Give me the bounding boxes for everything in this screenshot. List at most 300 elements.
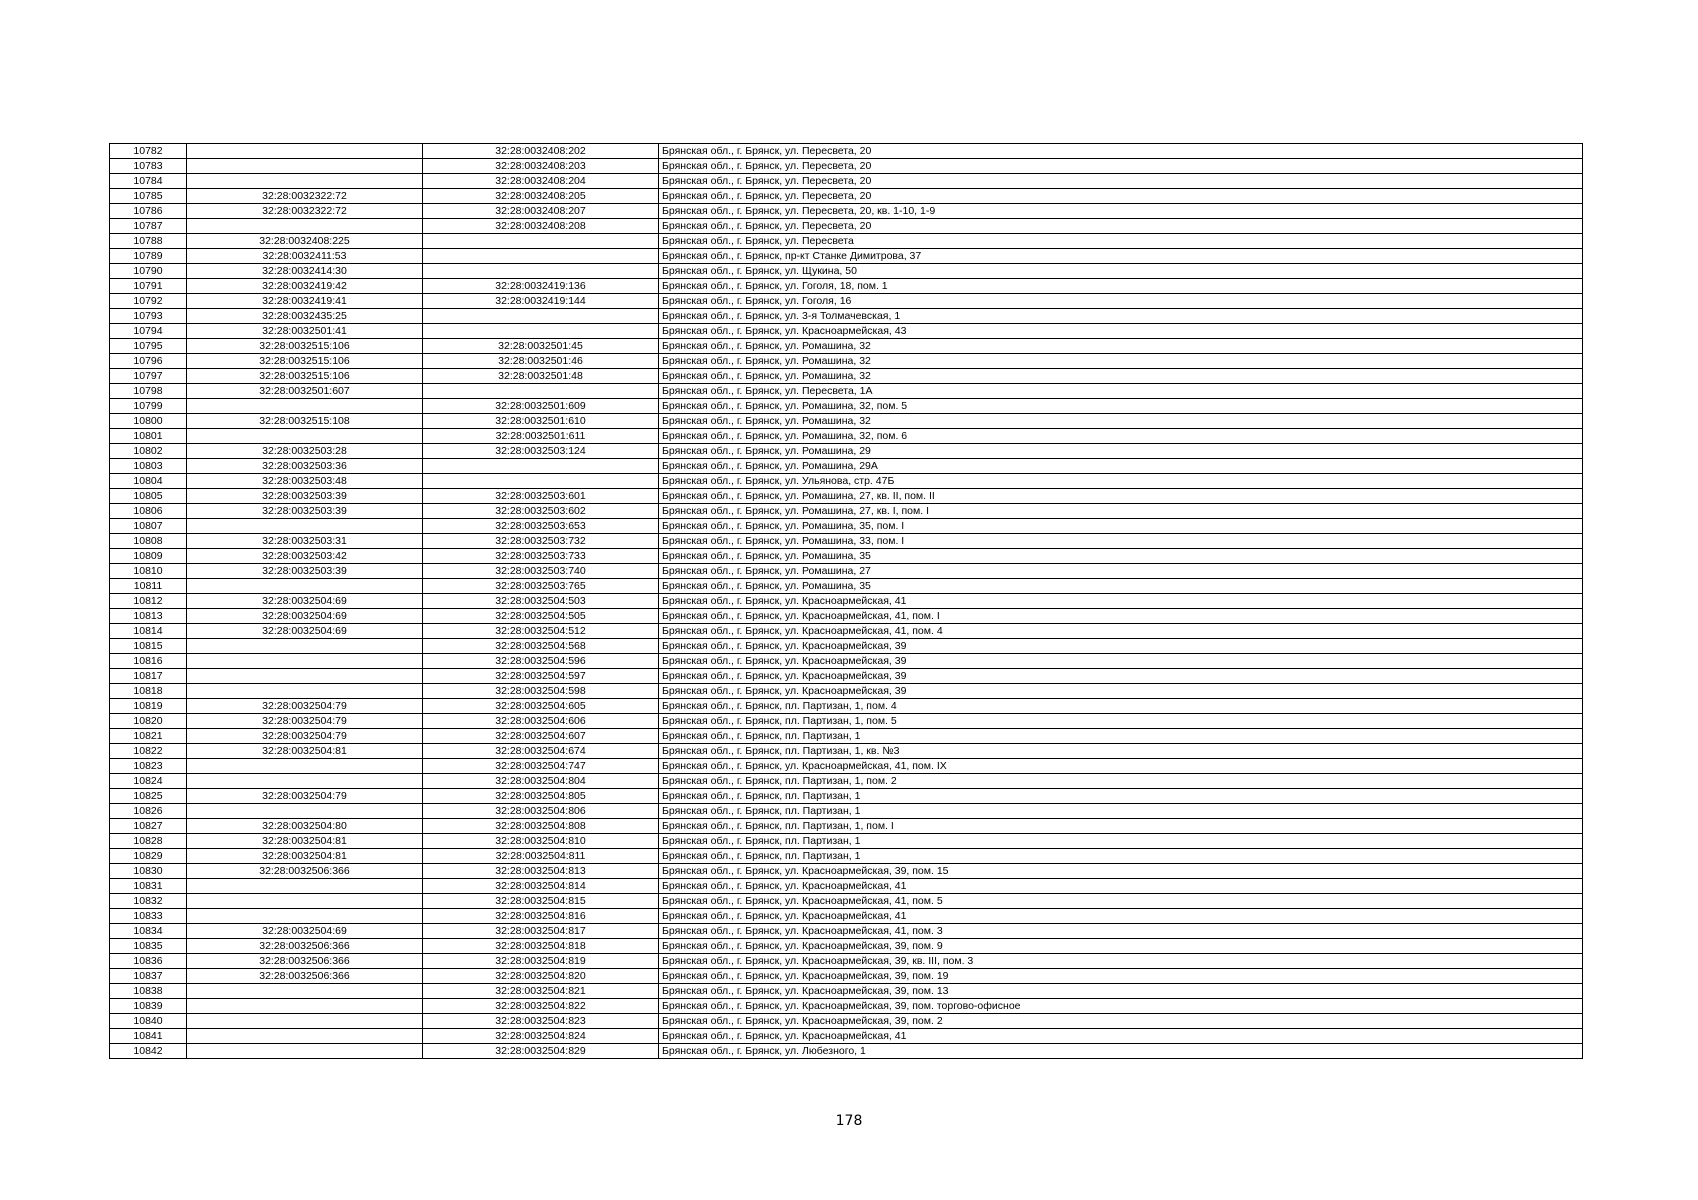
table-row <box>110 879 1583 894</box>
address-cell: Брянская обл., г. Брянск, ул. Красноармейская, 39 <box>659 684 1583 699</box>
table-row <box>110 579 1583 594</box>
row-number-cell: 10817 <box>110 669 187 684</box>
table-row <box>110 819 1583 834</box>
row-number-cell: 10802 <box>110 444 187 459</box>
row-number-cell: 10825 <box>110 789 187 804</box>
row-number-cell: 10828 <box>110 834 187 849</box>
object-cadastral-number-cell: 32:28:0032504:503 <box>423 594 659 609</box>
table-row <box>110 939 1583 954</box>
parcel-cadastral-number-cell: 32:28:0032506:366 <box>187 864 423 879</box>
parcel-cadastral-number-cell <box>187 894 423 909</box>
address-cell: Брянская обл., г. Брянск, пл. Партизан, 1, пом. I <box>659 819 1583 834</box>
row-number-cell: 10841 <box>110 1029 187 1044</box>
row-number-cell: 10833 <box>110 909 187 924</box>
row-number-cell: 10815 <box>110 639 187 654</box>
row-number-cell: 10807 <box>110 519 187 534</box>
object-cadastral-number-cell: 32:28:0032504:823 <box>423 1014 659 1029</box>
object-cadastral-number-cell <box>423 459 659 474</box>
table-row <box>110 339 1583 354</box>
row-number-cell: 10796 <box>110 354 187 369</box>
row-number-cell: 10822 <box>110 744 187 759</box>
table-row <box>110 294 1583 309</box>
row-number-cell: 10787 <box>110 219 187 234</box>
table-row <box>110 924 1583 939</box>
object-cadastral-number-cell <box>423 324 659 339</box>
table-row <box>110 489 1583 504</box>
table-row <box>110 429 1583 444</box>
table-row <box>110 969 1583 984</box>
table-row <box>110 204 1583 219</box>
table-row <box>110 1014 1583 1029</box>
row-number-cell: 10784 <box>110 174 187 189</box>
table-row <box>110 549 1583 564</box>
parcel-cadastral-number-cell: 32:28:0032504:81 <box>187 744 423 759</box>
parcel-cadastral-number-cell <box>187 429 423 444</box>
object-cadastral-number-cell: 32:28:0032419:136 <box>423 279 659 294</box>
address-cell: Брянская обл., г. Брянск, пл. Партизан, 1 <box>659 834 1583 849</box>
parcel-cadastral-number-cell <box>187 1029 423 1044</box>
object-cadastral-number-cell <box>423 249 659 264</box>
object-cadastral-number-cell: 32:28:0032503:740 <box>423 564 659 579</box>
address-cell: Брянская обл., г. Брянск, ул. Ромашина, 29 <box>659 444 1583 459</box>
parcel-cadastral-number-cell: 32:28:0032506:366 <box>187 954 423 969</box>
table-row <box>110 1029 1583 1044</box>
row-number-cell: 10835 <box>110 939 187 954</box>
address-cell: Брянская обл., г. Брянск, ул. Пересвета, 20 <box>659 174 1583 189</box>
table-row <box>110 234 1583 249</box>
object-cadastral-number-cell: 32:28:0032504:805 <box>423 789 659 804</box>
table-row <box>110 459 1583 474</box>
address-cell: Брянская обл., г. Брянск, ул. Ромашина, 27, кв. I, пом. I <box>659 504 1583 519</box>
object-cadastral-number-cell: 32:28:0032503:601 <box>423 489 659 504</box>
object-cadastral-number-cell: 32:28:0032419:144 <box>423 294 659 309</box>
row-number-cell: 10798 <box>110 384 187 399</box>
table-row <box>110 954 1583 969</box>
parcel-cadastral-number-cell: 32:28:0032504:69 <box>187 609 423 624</box>
address-cell: Брянская обл., г. Брянск, ул. Пересвета, 20 <box>659 159 1583 174</box>
table-row <box>110 384 1583 399</box>
page-number: 178 <box>835 1113 863 1129</box>
object-cadastral-number-cell: 32:28:0032408:207 <box>423 204 659 219</box>
object-cadastral-number-cell <box>423 309 659 324</box>
table-row <box>110 834 1583 849</box>
object-cadastral-number-cell: 32:28:0032504:607 <box>423 729 659 744</box>
parcel-cadastral-number-cell <box>187 219 423 234</box>
object-cadastral-number-cell: 32:28:0032503:124 <box>423 444 659 459</box>
object-cadastral-number-cell: 32:28:0032503:732 <box>423 534 659 549</box>
parcel-cadastral-number-cell: 32:28:0032419:41 <box>187 294 423 309</box>
parcel-cadastral-number-cell: 32:28:0032515:106 <box>187 354 423 369</box>
row-number-cell: 10803 <box>110 459 187 474</box>
table-row <box>110 399 1583 414</box>
row-number-cell: 10795 <box>110 339 187 354</box>
row-number-cell: 10797 <box>110 369 187 384</box>
address-cell: Брянская обл., г. Брянск, ул. Ромашина, 33, пом. I <box>659 534 1583 549</box>
object-cadastral-number-cell: 32:28:0032504:819 <box>423 954 659 969</box>
row-number-cell: 10808 <box>110 534 187 549</box>
address-cell: Брянская обл., г. Брянск, ул. Пересвета, 20, кв. 1-10, 1-9 <box>659 204 1583 219</box>
parcel-cadastral-number-cell <box>187 174 423 189</box>
table-row <box>110 309 1583 324</box>
row-number-cell: 10812 <box>110 594 187 609</box>
table-row <box>110 324 1583 339</box>
object-cadastral-number-cell: 32:28:0032408:205 <box>423 189 659 204</box>
table-row <box>110 519 1583 534</box>
row-number-cell: 10811 <box>110 579 187 594</box>
object-cadastral-number-cell: 32:28:0032504:821 <box>423 984 659 999</box>
object-cadastral-number-cell: 32:28:0032504:829 <box>423 1044 659 1059</box>
address-cell: Брянская обл., г. Брянск, ул. Пересвета, 20 <box>659 144 1583 159</box>
object-cadastral-number-cell: 32:28:0032504:605 <box>423 699 659 714</box>
parcel-cadastral-number-cell <box>187 1014 423 1029</box>
object-cadastral-number-cell <box>423 384 659 399</box>
object-cadastral-number-cell: 32:28:0032501:48 <box>423 369 659 384</box>
table-row <box>110 864 1583 879</box>
object-cadastral-number-cell: 32:28:0032504:568 <box>423 639 659 654</box>
table-row <box>110 894 1583 909</box>
row-number-cell: 10788 <box>110 234 187 249</box>
address-cell: Брянская обл., г. Брянск, ул. Ромашина, 27 <box>659 564 1583 579</box>
row-number-cell: 10800 <box>110 414 187 429</box>
object-cadastral-number-cell: 32:28:0032501:45 <box>423 339 659 354</box>
object-cadastral-number-cell: 32:28:0032504:597 <box>423 669 659 684</box>
object-cadastral-number-cell: 32:28:0032408:203 <box>423 159 659 174</box>
row-number-cell: 10839 <box>110 999 187 1014</box>
address-cell: Брянская обл., г. Брянск, ул. Красноармейская, 39, пом. 15 <box>659 864 1583 879</box>
row-number-cell: 10827 <box>110 819 187 834</box>
parcel-cadastral-number-cell <box>187 399 423 414</box>
object-cadastral-number-cell: 32:28:0032504:598 <box>423 684 659 699</box>
row-number-cell: 10782 <box>110 144 187 159</box>
address-cell: Брянская обл., г. Брянск, ул. Красноармейская, 41 <box>659 879 1583 894</box>
address-cell: Брянская обл., г. Брянск, ул. Пересвета, 20 <box>659 189 1583 204</box>
address-cell: Брянская обл., г. Брянск, ул. Красноармейская, 39, кв. III, пом. 3 <box>659 954 1583 969</box>
object-cadastral-number-cell: 32:28:0032504:806 <box>423 804 659 819</box>
object-cadastral-number-cell: 32:28:0032503:602 <box>423 504 659 519</box>
address-cell: Брянская обл., г. Брянск, ул. Ромашина, 35 <box>659 549 1583 564</box>
row-number-cell: 10816 <box>110 654 187 669</box>
object-cadastral-number-cell: 32:28:0032504:818 <box>423 939 659 954</box>
address-cell: Брянская обл., г. Брянск, ул. Пересвета <box>659 234 1583 249</box>
parcel-cadastral-number-cell <box>187 684 423 699</box>
row-number-cell: 10837 <box>110 969 187 984</box>
parcel-cadastral-number-cell: 32:28:0032506:366 <box>187 969 423 984</box>
row-number-cell: 10826 <box>110 804 187 819</box>
address-cell: Брянская обл., г. Брянск, ул. Красноармейская, 41 <box>659 909 1583 924</box>
address-cell: Брянская обл., г. Брянск, ул. Ромашина, 32, пом. 5 <box>659 399 1583 414</box>
object-cadastral-number-cell: 32:28:0032504:816 <box>423 909 659 924</box>
parcel-cadastral-number-cell: 32:28:0032504:79 <box>187 699 423 714</box>
address-cell: Брянская обл., г. Брянск, пл. Партизан, 1, пом. 5 <box>659 714 1583 729</box>
object-cadastral-number-cell: 32:28:0032504:808 <box>423 819 659 834</box>
table-row <box>110 279 1583 294</box>
address-cell: Брянская обл., г. Брянск, пл. Партизан, 1, пом. 2 <box>659 774 1583 789</box>
parcel-cadastral-number-cell: 32:28:0032504:69 <box>187 594 423 609</box>
parcel-cadastral-number-cell: 32:28:0032503:39 <box>187 564 423 579</box>
parcel-cadastral-number-cell <box>187 669 423 684</box>
table-row <box>110 684 1583 699</box>
object-cadastral-number-cell: 32:28:0032501:46 <box>423 354 659 369</box>
object-cadastral-number-cell: 32:28:0032504:822 <box>423 999 659 1014</box>
table-row <box>110 564 1583 579</box>
object-cadastral-number-cell: 32:28:0032504:811 <box>423 849 659 864</box>
object-cadastral-number-cell: 32:28:0032501:610 <box>423 414 659 429</box>
table-row <box>110 504 1583 519</box>
parcel-cadastral-number-cell: 32:28:0032503:39 <box>187 504 423 519</box>
row-number-cell: 10791 <box>110 279 187 294</box>
object-cadastral-number-cell: 32:28:0032504:824 <box>423 1029 659 1044</box>
parcel-cadastral-number-cell <box>187 579 423 594</box>
parcel-cadastral-number-cell: 32:28:0032506:366 <box>187 939 423 954</box>
table-row <box>110 219 1583 234</box>
object-cadastral-number-cell <box>423 264 659 279</box>
object-cadastral-number-cell: 32:28:0032408:204 <box>423 174 659 189</box>
address-cell: Брянская обл., г. Брянск, ул. Щукина, 50 <box>659 264 1583 279</box>
parcel-cadastral-number-cell: 32:28:0032501:41 <box>187 324 423 339</box>
address-cell: Брянская обл., г. Брянск, ул. Гоголя, 18, пом. 1 <box>659 279 1583 294</box>
address-cell: Брянская обл., г. Брянск, ул. Красноармейская, 41, пом. 3 <box>659 924 1583 939</box>
parcel-cadastral-number-cell <box>187 984 423 999</box>
object-cadastral-number-cell: 32:28:0032503:653 <box>423 519 659 534</box>
parcel-cadastral-number-cell: 32:28:0032504:79 <box>187 789 423 804</box>
row-number-cell: 10831 <box>110 879 187 894</box>
parcel-cadastral-number-cell: 32:28:0032504:69 <box>187 924 423 939</box>
object-cadastral-number-cell: 32:28:0032504:820 <box>423 969 659 984</box>
row-number-cell: 10842 <box>110 1044 187 1059</box>
parcel-cadastral-number-cell: 32:28:0032503:28 <box>187 444 423 459</box>
table-row <box>110 804 1583 819</box>
object-cadastral-number-cell: 32:28:0032504:596 <box>423 654 659 669</box>
address-cell: Брянская обл., г. Брянск, ул. Красноармейская, 39, пом. 2 <box>659 1014 1583 1029</box>
address-cell: Брянская обл., г. Брянск, ул. Ромашина, 35, пом. I <box>659 519 1583 534</box>
table-row <box>110 174 1583 189</box>
address-cell: Брянская обл., г. Брянск, пл. Партизан, 1, кв. №3 <box>659 744 1583 759</box>
address-cell: Брянская обл., г. Брянск, ул. Ромашина, 32 <box>659 414 1583 429</box>
parcel-cadastral-number-cell: 32:28:0032504:81 <box>187 849 423 864</box>
object-cadastral-number-cell: 32:28:0032408:202 <box>423 144 659 159</box>
parcel-cadastral-number-cell <box>187 759 423 774</box>
parcel-cadastral-number-cell <box>187 1044 423 1059</box>
table-row <box>110 249 1583 264</box>
row-number-cell: 10789 <box>110 249 187 264</box>
parcel-cadastral-number-cell: 32:28:0032503:48 <box>187 474 423 489</box>
parcel-cadastral-number-cell: 32:28:0032408:225 <box>187 234 423 249</box>
parcel-cadastral-number-cell: 32:28:0032435:25 <box>187 309 423 324</box>
object-cadastral-number-cell: 32:28:0032501:611 <box>423 429 659 444</box>
parcel-cadastral-number-cell: 32:28:0032503:42 <box>187 549 423 564</box>
address-cell: Брянская обл., г. Брянск, ул. Красноармейская, 39 <box>659 669 1583 684</box>
address-cell: Брянская обл., г. Брянск, ул. Красноармейская, 41, пом. 5 <box>659 894 1583 909</box>
object-cadastral-number-cell: 32:28:0032504:813 <box>423 864 659 879</box>
parcel-cadastral-number-cell <box>187 639 423 654</box>
address-cell: Брянская обл., г. Брянск, ул. Красноармейская, 41 <box>659 1029 1583 1044</box>
address-cell: Брянская обл., г. Брянск, ул. Ульянова, стр. 47Б <box>659 474 1583 489</box>
object-cadastral-number-cell <box>423 234 659 249</box>
address-cell: Брянская обл., г. Брянск, ул. Красноармейская, 41, пом. I <box>659 609 1583 624</box>
parcel-cadastral-number-cell: 32:28:0032504:81 <box>187 834 423 849</box>
table-row <box>110 909 1583 924</box>
row-number-cell: 10819 <box>110 699 187 714</box>
address-cell: Брянская обл., г. Брянск, пл. Партизан, 1 <box>659 849 1583 864</box>
row-number-cell: 10810 <box>110 564 187 579</box>
object-cadastral-number-cell <box>423 474 659 489</box>
parcel-cadastral-number-cell: 32:28:0032504:80 <box>187 819 423 834</box>
table-row <box>110 654 1583 669</box>
row-number-cell: 10814 <box>110 624 187 639</box>
address-cell: Брянская обл., г. Брянск, ул. Красноармейская, 41, пом. IX <box>659 759 1583 774</box>
address-cell: Брянская обл., г. Брянск, ул. Красноармейская, 41, пом. 4 <box>659 624 1583 639</box>
address-cell: Брянская обл., г. Брянск, ул. Пересвета, 20 <box>659 219 1583 234</box>
parcel-cadastral-number-cell <box>187 909 423 924</box>
table-row <box>110 474 1583 489</box>
table-row <box>110 354 1583 369</box>
address-cell: Брянская обл., г. Брянск, ул. Ромашина, 32 <box>659 354 1583 369</box>
address-cell: Брянская обл., г. Брянск, ул. Красноармейская, 39, пом. 9 <box>659 939 1583 954</box>
row-number-cell: 10832 <box>110 894 187 909</box>
address-cell: Брянская обл., г. Брянск, ул. Красноармейская, 43 <box>659 324 1583 339</box>
row-number-cell: 10785 <box>110 189 187 204</box>
table-row <box>110 264 1583 279</box>
row-number-cell: 10806 <box>110 504 187 519</box>
row-number-cell: 10794 <box>110 324 187 339</box>
table-row <box>110 534 1583 549</box>
parcel-cadastral-number-cell: 32:28:0032504:69 <box>187 624 423 639</box>
row-number-cell: 10821 <box>110 729 187 744</box>
object-cadastral-number-cell: 32:28:0032503:733 <box>423 549 659 564</box>
table-row <box>110 189 1583 204</box>
table-row <box>110 159 1583 174</box>
table-row <box>110 759 1583 774</box>
address-cell: Брянская обл., г. Брянск, ул. Красноармейская, 39 <box>659 654 1583 669</box>
table-row <box>110 639 1583 654</box>
row-number-cell: 10820 <box>110 714 187 729</box>
table-row <box>110 789 1583 804</box>
object-cadastral-number-cell: 32:28:0032501:609 <box>423 399 659 414</box>
row-number-cell: 10830 <box>110 864 187 879</box>
address-cell: Брянская обл., г. Брянск, пл. Партизан, 1 <box>659 789 1583 804</box>
parcel-cadastral-number-cell <box>187 159 423 174</box>
address-cell: Брянская обл., г. Брянск, ул. Красноармейская, 39, пом. 13 <box>659 984 1583 999</box>
parcel-cadastral-number-cell: 32:28:0032414:30 <box>187 264 423 279</box>
table-row <box>110 699 1583 714</box>
parcel-cadastral-number-cell <box>187 879 423 894</box>
table-row <box>110 624 1583 639</box>
table-row <box>110 444 1583 459</box>
object-cadastral-number-cell: 32:28:0032504:606 <box>423 714 659 729</box>
address-cell: Брянская обл., г. Брянск, ул. Красноармейская, 41 <box>659 594 1583 609</box>
address-cell: Брянская обл., г. Брянск, ул. Любезного, 1 <box>659 1044 1583 1059</box>
address-cell: Брянская обл., г. Брянск, ул. Красноармейская, 39, пом. 19 <box>659 969 1583 984</box>
address-cell: Брянская обл., г. Брянск, пр-кт Станке Димитрова, 37 <box>659 249 1583 264</box>
table-row <box>110 609 1583 624</box>
parcel-cadastral-number-cell <box>187 519 423 534</box>
row-number-cell: 10836 <box>110 954 187 969</box>
parcel-cadastral-number-cell: 32:28:0032504:79 <box>187 729 423 744</box>
row-number-cell: 10793 <box>110 309 187 324</box>
table-row <box>110 999 1583 1014</box>
table-row <box>110 849 1583 864</box>
parcel-cadastral-number-cell <box>187 144 423 159</box>
address-cell: Брянская обл., г. Брянск, пл. Партизан, 1, пом. 4 <box>659 699 1583 714</box>
row-number-cell: 10786 <box>110 204 187 219</box>
parcel-cadastral-number-cell: 32:28:0032503:31 <box>187 534 423 549</box>
row-number-cell: 10792 <box>110 294 187 309</box>
object-cadastral-number-cell: 32:28:0032504:814 <box>423 879 659 894</box>
row-number-cell: 10823 <box>110 759 187 774</box>
address-cell: Брянская обл., г. Брянск, ул. 3-я Толмачевская, 1 <box>659 309 1583 324</box>
parcel-cadastral-number-cell: 32:28:0032503:39 <box>187 489 423 504</box>
row-number-cell: 10783 <box>110 159 187 174</box>
parcel-cadastral-number-cell: 32:28:0032515:106 <box>187 339 423 354</box>
address-cell: Брянская обл., г. Брянск, ул. Ромашина, 27, кв. II, пом. II <box>659 489 1583 504</box>
object-cadastral-number-cell: 32:28:0032504:505 <box>423 609 659 624</box>
object-cadastral-number-cell: 32:28:0032503:765 <box>423 579 659 594</box>
table-row <box>110 669 1583 684</box>
row-number-cell: 10799 <box>110 399 187 414</box>
table-row <box>110 744 1583 759</box>
object-cadastral-number-cell: 32:28:0032504:804 <box>423 774 659 789</box>
object-cadastral-number-cell: 32:28:0032504:512 <box>423 624 659 639</box>
address-cell: Брянская обл., г. Брянск, ул. Ромашина, 29А <box>659 459 1583 474</box>
row-number-cell: 10790 <box>110 264 187 279</box>
parcel-cadastral-number-cell <box>187 774 423 789</box>
address-cell: Брянская обл., г. Брянск, ул. Ромашина, 32, пом. 6 <box>659 429 1583 444</box>
parcel-cadastral-number-cell <box>187 654 423 669</box>
row-number-cell: 10818 <box>110 684 187 699</box>
address-cell: Брянская обл., г. Брянск, ул. Ромашина, 32 <box>659 339 1583 354</box>
table-row <box>110 714 1583 729</box>
address-cell: Брянская обл., г. Брянск, ул. Пересвета, 1А <box>659 384 1583 399</box>
table-row <box>110 369 1583 384</box>
table-row <box>110 1044 1583 1059</box>
table-row <box>110 594 1583 609</box>
row-number-cell: 10809 <box>110 549 187 564</box>
parcel-cadastral-number-cell: 32:28:0032515:106 <box>187 369 423 384</box>
address-cell: Брянская обл., г. Брянск, пл. Партизан, 1 <box>659 804 1583 819</box>
address-cell: Брянская обл., г. Брянск, ул. Ромашина, 35 <box>659 579 1583 594</box>
row-number-cell: 10838 <box>110 984 187 999</box>
parcel-cadastral-number-cell: 32:28:0032503:36 <box>187 459 423 474</box>
parcel-cadastral-number-cell: 32:28:0032411:53 <box>187 249 423 264</box>
address-cell: Брянская обл., г. Брянск, пл. Партизан, 1 <box>659 729 1583 744</box>
row-number-cell: 10813 <box>110 609 187 624</box>
row-number-cell: 10829 <box>110 849 187 864</box>
address-cell: Брянская обл., г. Брянск, ул. Гоголя, 16 <box>659 294 1583 309</box>
parcel-cadastral-number-cell: 32:28:0032504:79 <box>187 714 423 729</box>
table-row <box>110 729 1583 744</box>
row-number-cell: 10801 <box>110 429 187 444</box>
object-cadastral-number-cell: 32:28:0032408:208 <box>423 219 659 234</box>
parcel-cadastral-number-cell: 32:28:0032515:108 <box>187 414 423 429</box>
address-cell: Брянская обл., г. Брянск, ул. Красноармейская, 39, пом. торгово-офисное <box>659 999 1583 1014</box>
object-cadastral-number-cell: 32:28:0032504:747 <box>423 759 659 774</box>
registry-table <box>109 143 1583 1059</box>
table-row <box>110 414 1583 429</box>
address-cell: Брянская обл., г. Брянск, ул. Красноармейская, 39 <box>659 639 1583 654</box>
parcel-cadastral-number-cell: 32:28:0032322:72 <box>187 189 423 204</box>
address-cell: Брянская обл., г. Брянск, ул. Ромашина, 32 <box>659 369 1583 384</box>
table-row <box>110 774 1583 789</box>
parcel-cadastral-number-cell <box>187 804 423 819</box>
registry-table-body <box>110 144 1583 1059</box>
table-row <box>110 984 1583 999</box>
row-number-cell: 10840 <box>110 1014 187 1029</box>
row-number-cell: 10824 <box>110 774 187 789</box>
parcel-cadastral-number-cell: 32:28:0032419:42 <box>187 279 423 294</box>
object-cadastral-number-cell: 32:28:0032504:817 <box>423 924 659 939</box>
table-row <box>110 144 1583 159</box>
parcel-cadastral-number-cell <box>187 999 423 1014</box>
